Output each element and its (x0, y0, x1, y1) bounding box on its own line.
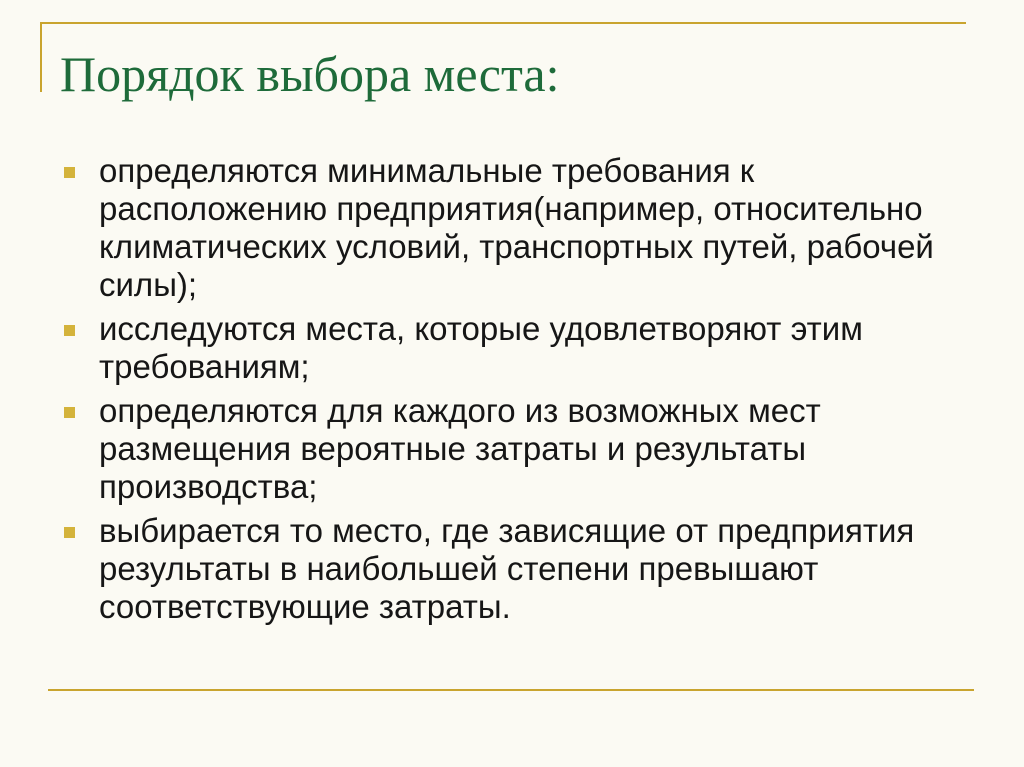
list-item (60, 512, 960, 626)
slide-title: Порядок выбора места: (60, 46, 560, 102)
list-item (60, 152, 960, 304)
square-bullet-icon (64, 167, 75, 178)
bullet-text: выбирается то место, где зависящие от предприятия результаты в наибольшей степени превышают соответствующие затраты. (99, 512, 915, 625)
bullet-list (60, 152, 960, 632)
bullet-text: определяются минимальные требования к расположению предприятия(например, относительно климатических условий, транспортных путей, рабочей силы); (99, 152, 934, 303)
square-bullet-icon (64, 407, 75, 418)
top-border-line (40, 22, 966, 24)
square-bullet-icon (64, 527, 75, 538)
square-bullet-icon (64, 325, 75, 336)
list-item (60, 310, 960, 386)
list-item (60, 392, 960, 506)
left-border-line (40, 22, 42, 92)
bullet-text: исследуются места, которые удовлетворяют этим требованиям; (99, 310, 863, 385)
bullet-text: определяются для каждого из возможных мест размещения вероятные затраты и результаты производства; (99, 392, 821, 505)
bottom-border-line (48, 689, 974, 691)
